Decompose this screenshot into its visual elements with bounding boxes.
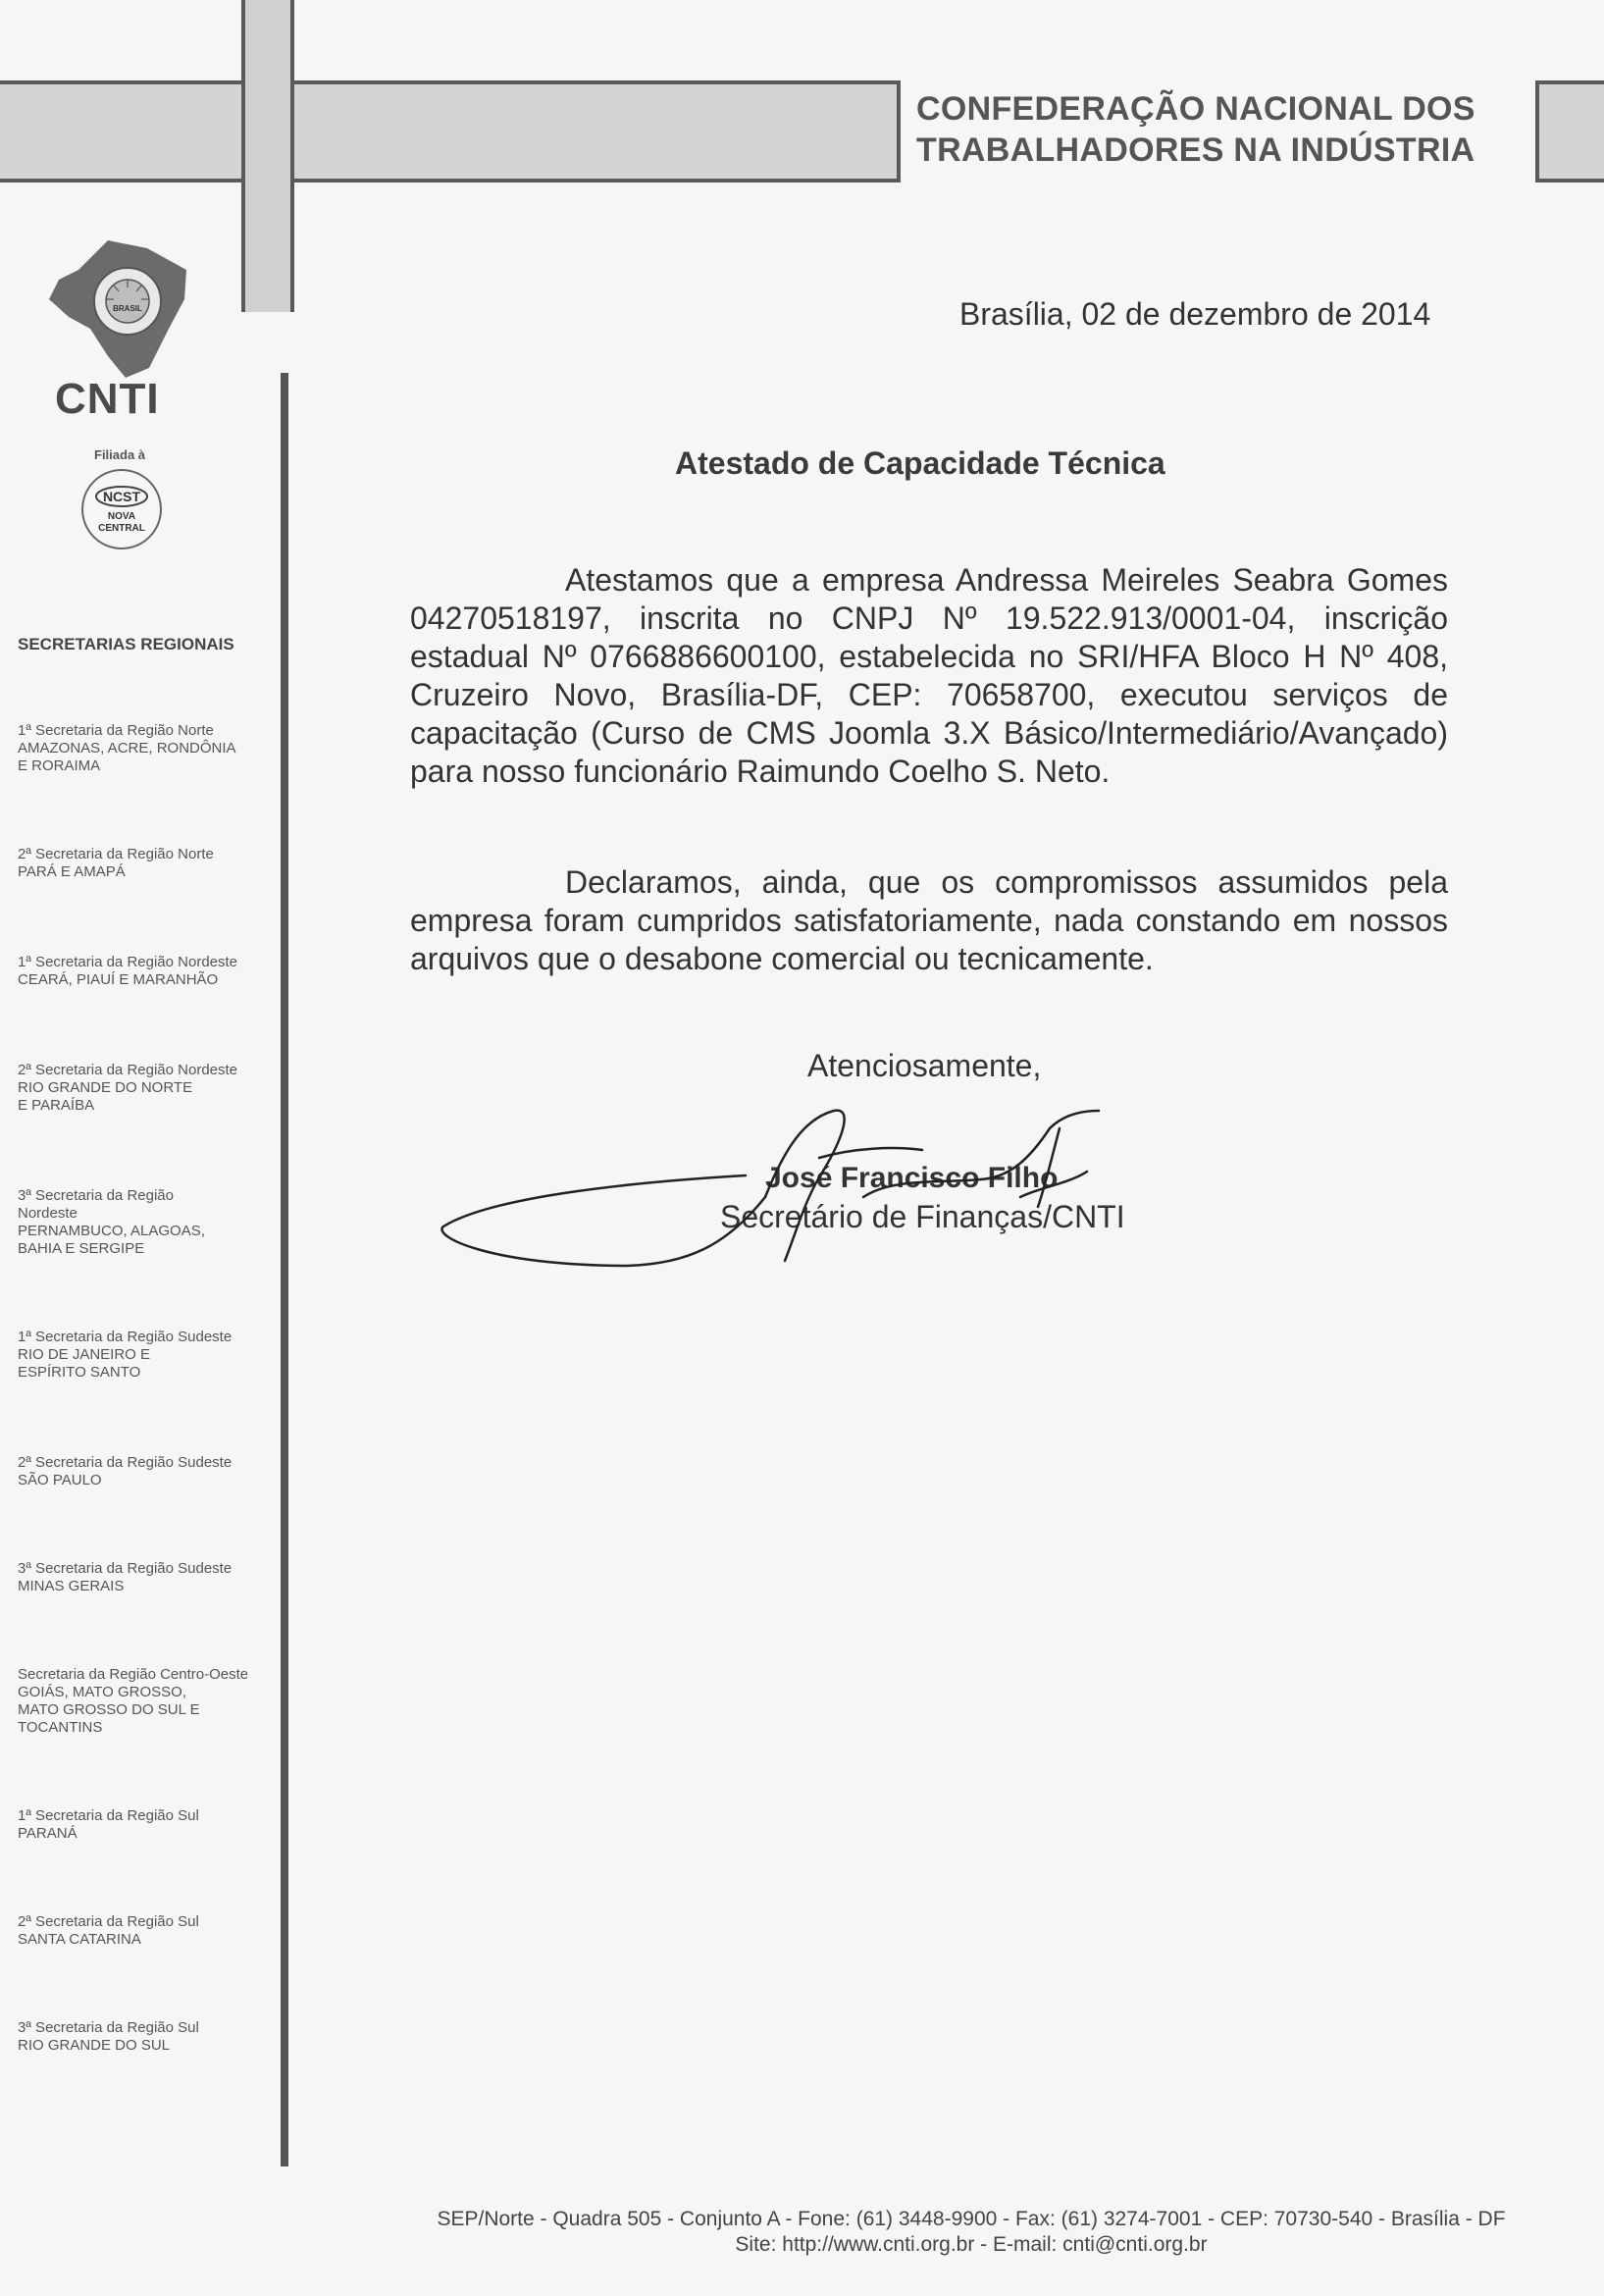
region-item <box>18 846 275 881</box>
region-item <box>18 1666 275 1737</box>
ncst-text: NCST <box>102 489 141 504</box>
regionais-title: SECRETARIAS REGIONAIS <box>18 635 234 653</box>
organization-title-line2: TRABALHADORES NA INDÚSTRIA <box>916 131 1475 169</box>
region-name: 2ª Secretaria da Região Nordeste <box>18 1062 238 1078</box>
logo-center-text: BRASIL <box>113 304 142 313</box>
region-states: RIO GRANDE DO NORTE E PARAÍBA <box>18 1079 193 1114</box>
region-item <box>18 1454 275 1489</box>
region-item <box>18 954 275 989</box>
header-band-right <box>1535 80 1604 183</box>
region-states: PERNAMBUCO, ALAGOAS, BAHIA E SERGIPE <box>18 1223 205 1257</box>
region-name: 3ª Secretaria da Região Sul <box>18 2019 199 2036</box>
region-states: RIO DE JANEIRO E ESPÍRITO SANTO <box>18 1346 151 1381</box>
footer-address: SEP/Norte - Quadra 505 - Conjunto A - Fone: (61) 3448-9900 - Fax: (61) 3274-7001 - CEP: 70730-540 - Brasília - DF <box>437 2208 1506 2230</box>
region-name: 3ª Secretaria da Região Sudeste <box>18 1560 233 1577</box>
region-name: 1ª Secretaria da Região Sudeste <box>18 1329 233 1345</box>
region-item <box>18 722 275 775</box>
region-name: 2ª Secretaria da Região Sudeste <box>18 1454 233 1471</box>
region-item <box>18 1187 275 1258</box>
region-states: RIO GRANDE DO SUL <box>18 2037 171 2054</box>
filiada-label: Filiada à <box>94 447 146 462</box>
organization-title-line1: CONFEDERAÇÃO NACIONAL DOS <box>916 90 1475 128</box>
region-states: PARÁ E AMAPÁ <box>18 863 126 880</box>
region-name: 1ª Secretaria da Região Sul <box>18 1807 199 1824</box>
region-item <box>18 2019 275 2055</box>
region-states: SÃO PAULO <box>18 1472 102 1488</box>
header-band <box>0 80 901 183</box>
region-item <box>18 1062 275 1115</box>
region-states: SANTA CATARINA <box>18 1931 141 1948</box>
footer-contact: Site: http://www.cnti.org.br - E-mail: cnti@cnti.org.br <box>735 2233 1208 2256</box>
sidebar-divider <box>281 373 288 2166</box>
document-title: Atestado de Capacidade Técnica <box>675 445 1165 481</box>
organization-title <box>916 88 1544 171</box>
signer-name: José Francisco Filho <box>765 1162 1059 1194</box>
region-item <box>18 1560 275 1595</box>
region-name: 1ª Secretaria da Região Norte <box>18 722 214 739</box>
ncst-central-text: CENTRAL <box>98 523 145 534</box>
header-vertical-bar <box>241 0 294 312</box>
region-states: AMAZONAS, ACRE, RONDÔNIA E RORAIMA <box>18 740 236 774</box>
region-states: CEARÁ, PIAUÍ E MARANHÃO <box>18 971 219 988</box>
region-item <box>18 1913 275 1949</box>
letter-paragraph-2: Declaramos, ainda, que os compromissos assumidos pela empresa foram cumpridos satisfatoriamente, nada constando em nossos arquivos que o desabone comercial ou tecnicamente. <box>410 864 1448 976</box>
handwritten-signature <box>432 1089 1177 1285</box>
region-item <box>18 1807 275 1843</box>
region-name: 3ª Secretaria da Região Nordeste <box>18 1187 174 1222</box>
signer-role: Secretário de Finanças/CNTI <box>720 1199 1125 1234</box>
cnti-logo-icon <box>39 231 196 388</box>
region-name: Secretaria da Região Centro-Oeste <box>18 1666 249 1683</box>
region-name: 2ª Secretaria da Região Norte <box>18 846 214 862</box>
region-item <box>18 1329 275 1382</box>
cnti-logo-text: CNTI <box>55 375 160 423</box>
region-states: GOIÁS, MATO GROSSO, MATO GROSSO DO SUL E TOCANTINS <box>18 1684 200 1736</box>
ncst-logo-icon <box>71 465 173 553</box>
ncst-nova-text: NOVA <box>107 511 136 522</box>
letter-paragraph-1: Atestamos que a empresa Andressa Meireles Seabra Gomes 04270518197, inscrita no CNPJ Nº 19.522.913/0001-04, inscrição estadual Nº 0766886600100, estabelecida no SRI/HFA Bloco H Nº 408, Cruzeiro Novo, Brasília-DF, CEP: 70658700, executou serviços de capacitação (Curso de CMS Joomla 3.X Básico/Intermediário/Avançado) para nosso funcionário Raimundo Coelho S. Neto. <box>410 562 1448 789</box>
letter-closing: Atenciosamente, <box>807 1048 1042 1083</box>
letter-date: Brasília, 02 de dezembro de 2014 <box>959 296 1431 332</box>
region-name: 1ª Secretaria da Região Nordeste <box>18 954 238 970</box>
region-states: MINAS GERAIS <box>18 1578 125 1594</box>
region-states: PARANÁ <box>18 1825 78 1842</box>
region-name: 2ª Secretaria da Região Sul <box>18 1913 199 1930</box>
